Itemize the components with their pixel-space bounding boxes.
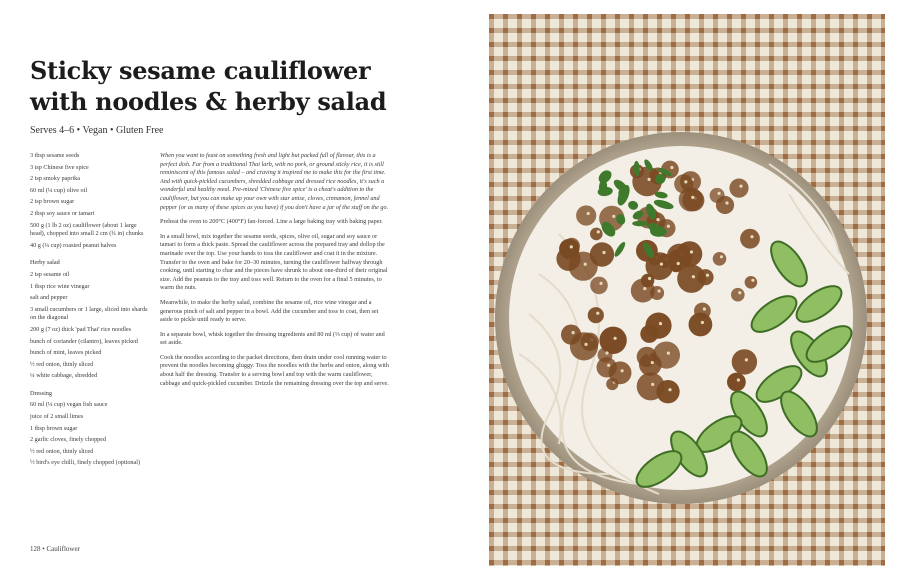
recipe-title: [30, 55, 410, 117]
ingredient-item: 200 g (7 oz) thick 'pad Thai' rice noodles: [30, 325, 132, 333]
ingredients-main-list: [30, 152, 148, 250]
ingredient-item: 2 garlic cloves, finely chopped: [30, 436, 107, 444]
dressing-heading: Dressing: [30, 389, 52, 397]
recipe-title-line-1: Sticky sesame cauliflower: [30, 56, 371, 85]
method-step: Meanwhile, to make the herby salad, combine the sesame oil, rice wine vinegar and a generous pinch of salt and pepper in a bowl. Add the cucumber and toss to coat, then set aside to pickle until ready to serve.: [160, 298, 379, 324]
food-photo: [489, 14, 885, 566]
method-column: [160, 152, 392, 394]
method-step: In a small bowl, mix together the sesame seeds, spices, olive oil, sugar and soy sauce or tamari to form a thick paste. Spread the cauliflower across the prepared tray and dollop the marinade over the top. Use your hands to toss the cauliflower and coat it in the mixture. Transfer to the oven and bake for 20–30 minutes, turning the cauliflower halfway through cooking, until starting to char and the pieces have shrunk to about one-third of their original size. Add the peanuts to the tray and toss well. Return to the oven for a final 5 minutes, to warm the nuts.: [160, 232, 388, 292]
method-intro: When you want to feast on something fresh and light but packed full of flavour, this is a perfect dish. Far from a traditional Thai larb, with no pork, or ground sticky rice, it is still reminiscent of this famous salad – and craving it inspired me to make this for the first time. And with quick-pickled cucumbers, shredded cabbage and dressed rice noodles, it's such a wonderful and healthy meal. Pre-mixed 'Chinese five spice' is a cheat's addition to the cauliflower, but you can make up your own with star anise, cloves, cinnamon, fennel and pepper (or as many of these spices as you have) if you don't have a jar of the stuff on the go.: [160, 152, 389, 211]
dressing-list: [30, 401, 148, 468]
footer-separator: •: [42, 545, 47, 553]
herby-salad-heading: Herby salad: [30, 259, 60, 267]
page-footer: [30, 545, 80, 553]
ingredient-item: 2 tsp smoky paprika: [30, 175, 81, 183]
herby-salad-list: [30, 271, 148, 381]
ingredient-item: bunch of coriander (cilantro), leaves picked: [30, 337, 138, 345]
ingredient-item: 3 tbsp sesame seeds: [30, 152, 80, 159]
ingredient-item: 500 g (1 lb 2 oz) cauliflower (about 1 large head), chopped into small 2 cm (¾ in) chunks: [30, 221, 144, 238]
ingredient-item: 60 ml (¼ cup) vegan fish sauce: [30, 401, 108, 409]
recipe-title-line-2: with noodles & herby salad: [30, 87, 387, 116]
ingredient-item: 2 tsp brown sugar: [30, 198, 75, 206]
ingredient-item: 1 tbsp brown sugar: [30, 424, 78, 432]
method-step: Cook the noodles according to the packet directions, then drain under cool running water to prevent the noodles becoming gluggy. Toss the noodles with the herbs and onion, along with about half the dressing. Transfer to a serving bowl and top with the warm cauliflower, cabbage and quick-pickled cucumber. Drizzle the remaining dressing over the top and serve.: [160, 353, 389, 387]
ingredient-item: 1 tbsp rice wine vinegar: [30, 282, 90, 290]
recipe-meta: Serves 4–6 • Vegan • Gluten Free: [30, 125, 164, 136]
ingredient-item: ½ bird's eye chilli, finely chopped (optional): [30, 459, 141, 467]
ingredient-item: 40 g (¼ cup) roasted peanut halves: [30, 241, 117, 249]
ingredient-item: ¼ white cabbage, shredded: [30, 372, 98, 380]
ingredient-item: juice of 2 small limes: [30, 413, 84, 421]
method-step: Preheat the oven to 200°C (400°F) fan-forced. Line a large baking tray with baking paper.: [160, 218, 383, 226]
ingredient-item: 2 tsp sesame oil: [30, 270, 70, 278]
ingredient-item: salt and pepper: [30, 294, 68, 302]
ingredient-item: 3 small cucumbers or 1 large, sliced into shards on the diagonal: [30, 305, 148, 322]
ingredients-column: [30, 152, 148, 471]
section-name: Cauliflower: [46, 545, 80, 553]
ingredient-item: 60 ml (¼ cup) olive oil: [30, 186, 88, 194]
ingredient-item: ½ red onion, thinly sliced: [30, 360, 94, 368]
ingredient-item: ½ red onion, thinly sliced: [30, 447, 94, 455]
page-number: 128: [30, 545, 41, 553]
ingredient-item: 2 tbsp soy sauce or tamari: [30, 209, 95, 217]
food-photo-illustration: [489, 14, 885, 566]
ingredient-item: 3 tsp Chinese five spice: [30, 163, 89, 171]
method-step: In a separate bowl, whisk together the dressing ingredients and 80 ml (⅓ cup) of water and set aside.: [160, 330, 385, 347]
ingredient-item: bunch of mint, leaves picked: [30, 349, 102, 357]
